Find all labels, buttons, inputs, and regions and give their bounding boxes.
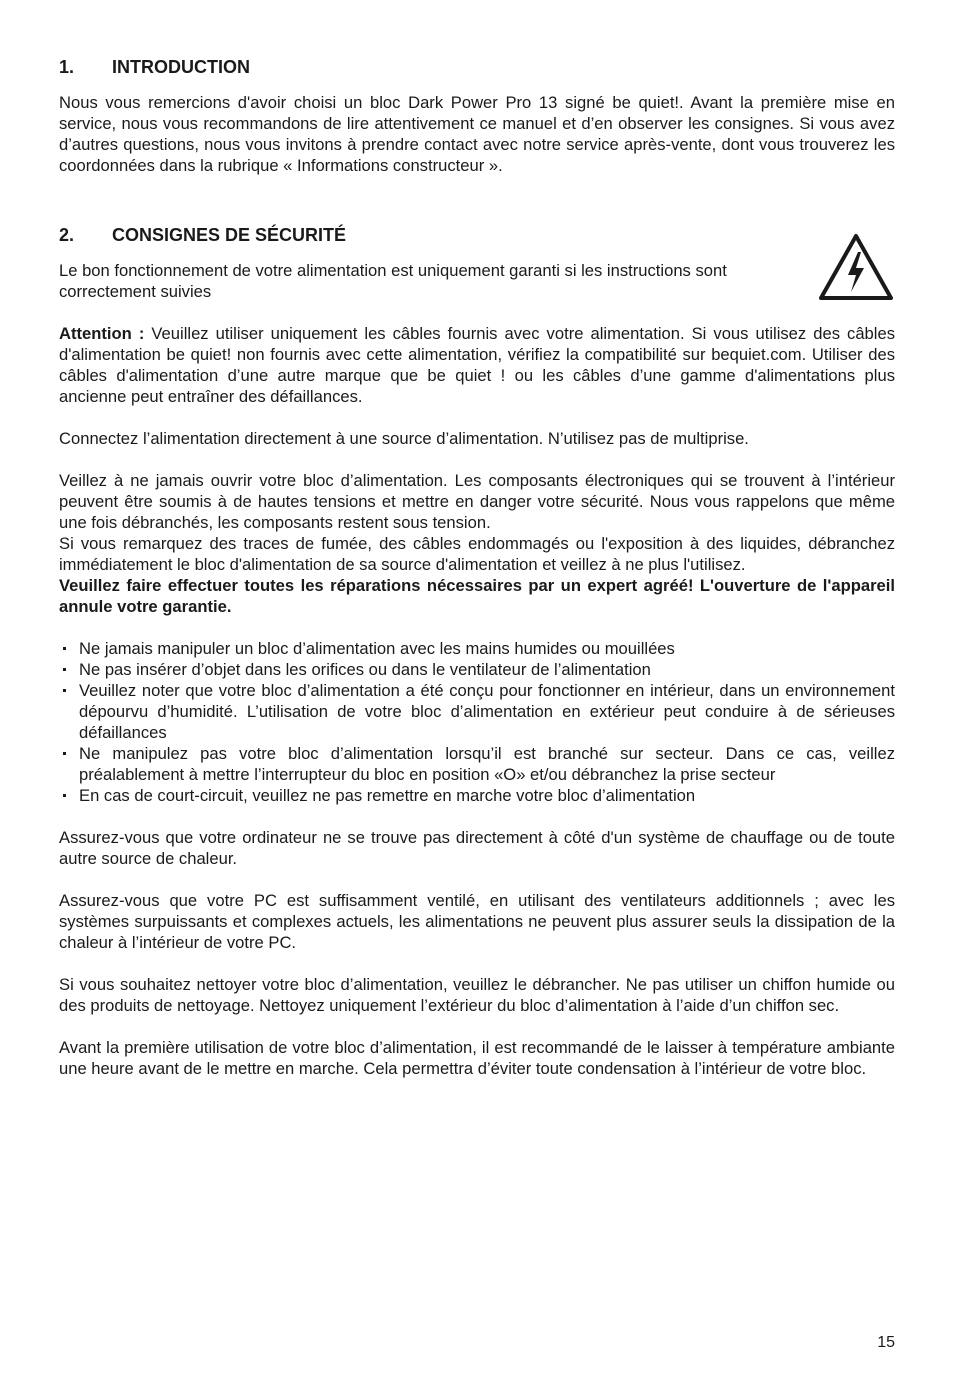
section-number: 1. [59,57,75,77]
section-heading-safety [59,224,895,246]
cleaning-paragraph: Si vous souhaitez nettoyer votre bloc d’alimentation, veuillez le débrancher. Ne pas utiliser un chiffon humide ou des produits de nettoyage. Nettoyez uniquement l’extérieur du bloc d’alimentation à l’aide d’un chiffon sec. [59,975,895,1015]
section-title: INTRODUCTION [112,57,250,77]
list-item: Ne pas insérer d’objet dans les orifices ou dans le ventilateur de l’alimentation [59,659,895,680]
attention-text: Veuillez utiliser uniquement les câbles fournis avec votre alimentation. Si vous utilisez des câbles d'alimentation be quiet! non fournis avec cette alimentation, vérifiez la compatibilité sur bequiet.com. Utiliser des câbles d'alimentation d’une autre marque que be quiet ! ou les câbles d’une gamme d'alimentations plus ancienne peut entraîner des défaillances. [59,324,895,406]
smoke-paragraph: Si vous remarquez des traces de fumée, des câbles endommagés ou l'exposition à des liquides, débranchez immédiatement le bloc d'alimentation de sa source d'alimentation et veillez à ne plus l'utilisez. [59,534,895,574]
ventilation-paragraph: Assurez-vous que votre PC est suffisamment ventilé, en utilisant des ventilateurs additionnels ; avec les systèmes surpuissants et complexes actuels, les alimentations ne peuvent plus assurer seuls la dissipation de la chaleur à l’intérieur de votre PC. [59,891,895,952]
heat-paragraph: Assurez-vous que votre ordinateur ne se trouve pas directement à côté d'un système de chauffage ou de toute autre source de chaleur. [59,828,895,868]
section-number: 2. [59,225,75,245]
safety-lead-paragraph: Le bon fonctionnement de votre alimentation est uniquement garanti si les instructions sont correctement suivies [59,261,727,301]
first-use-paragraph: Avant la première utilisation de votre bloc d’alimentation, il est recommandé de le laisser à température ambiante une heure avant de le mettre en marche. Cela permettra d’éviter toute condensation à l’intérieur de votre bloc. [59,1038,895,1078]
page-number: 15 [877,1334,895,1351]
never-open-paragraph: Veillez à ne jamais ouvrir votre bloc d’alimentation. Les composants électroniques qui se trouvent à l’intérieur peuvent être soumis à de hautes tensions et mettre en danger votre sécurité. Nous vous rappelons que même une fois débranchés, les composants restent sous tension. [59,471,895,532]
section-heading-introduction [59,56,895,78]
document-page [59,56,895,1079]
list-item: Veuillez noter que votre bloc d’alimentation a été conçu pour fonctionner en intérieur, dans un environnement dépourvu d’humidité. L’utilisation de votre bloc d’alimentation en extérieur peut conduire à de sérieuses défaillances [59,680,895,743]
attention-paragraph [59,323,895,407]
attention-label: Attention : [59,324,145,343]
high-voltage-warning-icon [817,232,895,302]
intro-paragraph: Nous vous remercions d'avoir choisi un bloc Dark Power Pro 13 signé be quiet!. Avant la première mise en service, nous vous recommandons de lire attentivement ce manuel et d’en observer les consignes. Si vous avez d’autres questions, nous vous invitons à prendre contact avec notre service après-vente, dont vous trouverez les coordonnées dans la rubrique « Informations constructeur ». [59,93,895,175]
safety-bullet-list [59,638,895,806]
list-item: En cas de court-circuit, veuillez ne pas remettre en marche votre bloc d’alimentation [59,785,895,806]
list-item: Ne manipulez pas votre bloc d’alimentation lorsqu’il est branché sur secteur. Dans ce cas, veillez préalablement à mettre l’interrupteur du bloc en position «O» et/ou débranchez la prise secteur [59,743,895,785]
section-title: CONSIGNES DE SÉCURITÉ [112,225,347,245]
list-item: Ne jamais manipuler un bloc d’alimentation avec les mains humides ou mouillées [59,638,895,659]
repairs-paragraph: Veuillez faire effectuer toutes les réparations nécessaires par un expert agréé! L'ouverture de l'appareil annule votre garantie. [59,576,895,616]
connect-paragraph: Connectez l’alimentation directement à une source d’alimentation. N’utilisez pas de multiprise. [59,429,749,448]
